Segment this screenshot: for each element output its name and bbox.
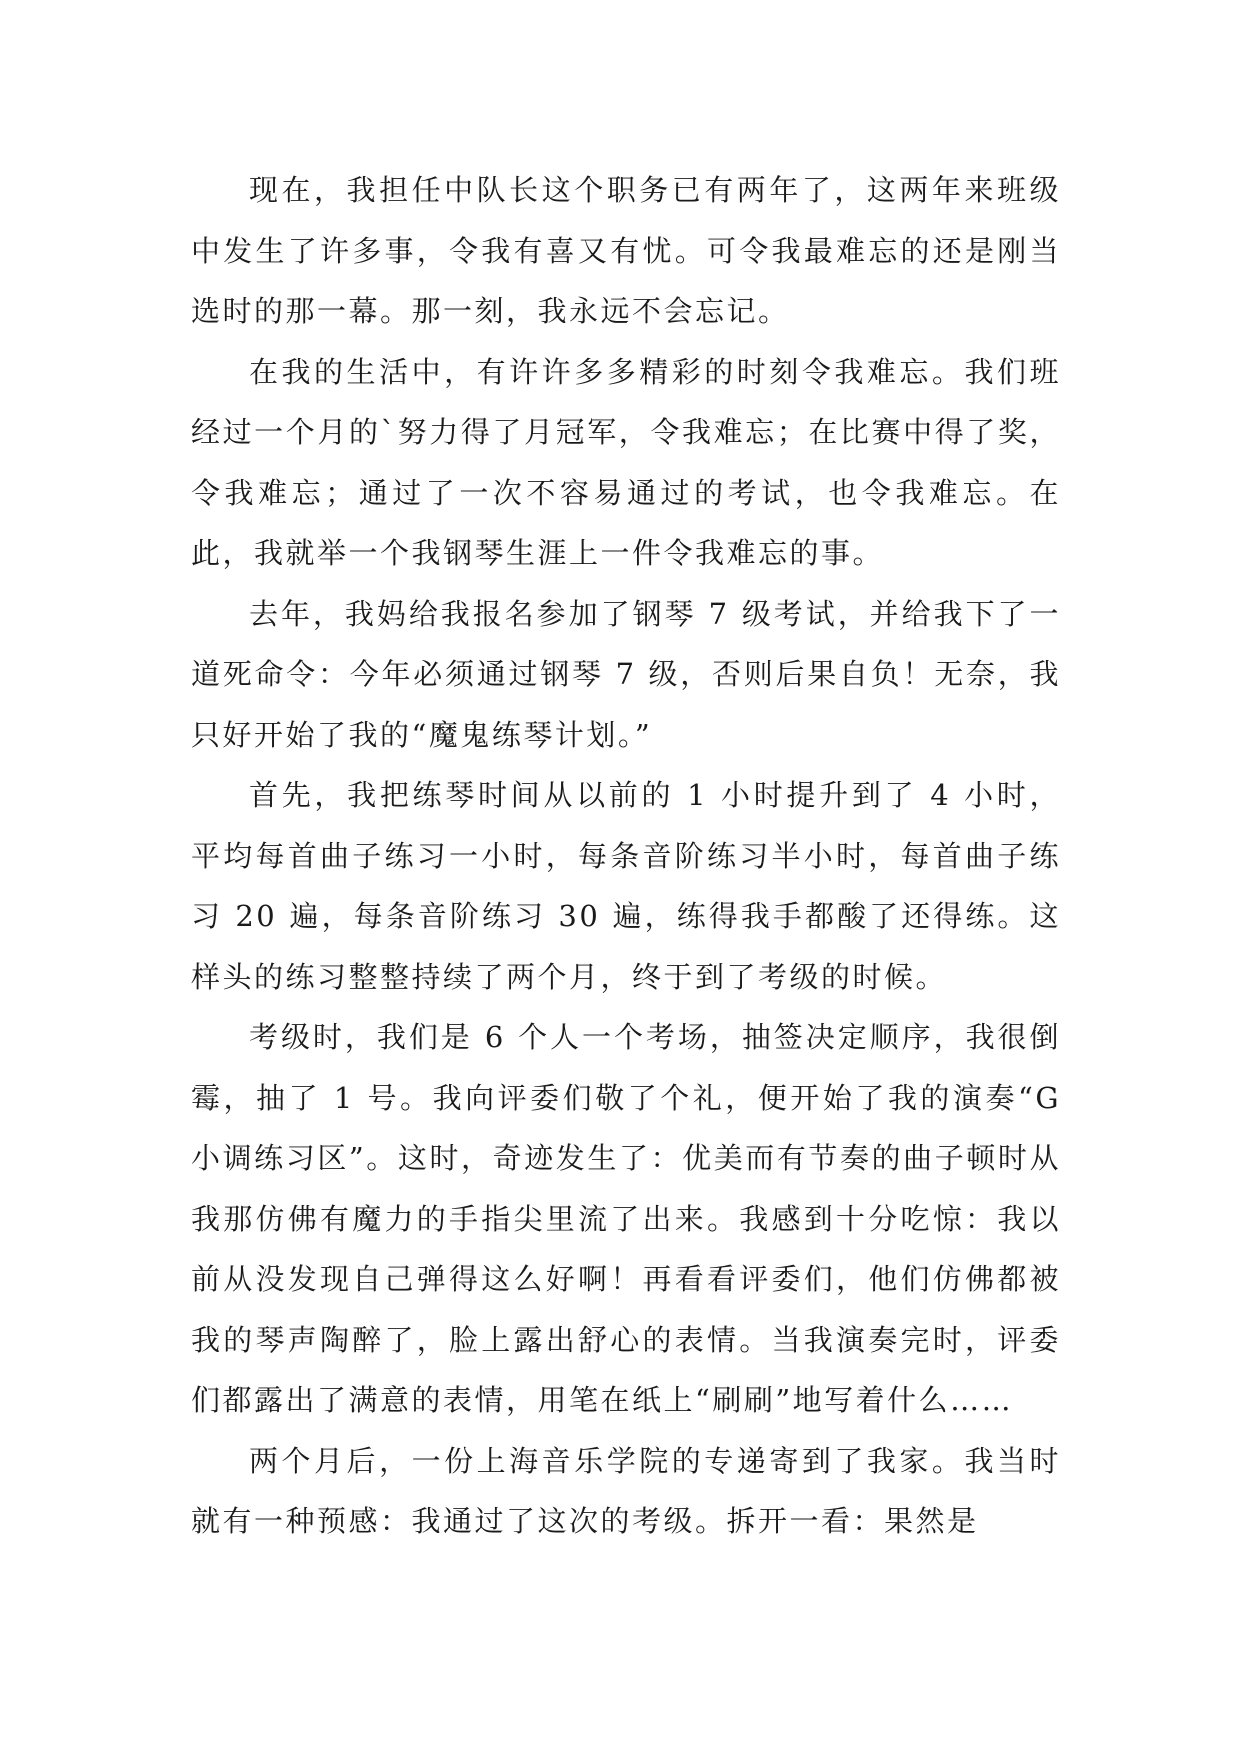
paragraph-4: 首先，我把练琴时间从以前的 1 小时提升到了 4 小时，平均每首曲子练习一小时，每条音阶练习半小时，每首曲子练习 20 遍，每条音阶练习 30 遍，练得我手都酸了还得练。这样头的练习整整持续了两个月，终于到了考级的时候。 [191,778,1061,994]
paragraph-5: 考级时，我们是 6 个人一个考场，抽签决定顺序，我很倒霉，抽了 1 号。我向评委们敬了个礼，便开始了我的演奏“G 小调练习区”。这时，奇迹发生了：优美而有节奏的曲子顿时从我那仿佛有魔力的手指尖里流了出来。我感到十分吃惊：我以前从没发现自己弹得这么好啊！再看看评委们，他们仿佛都被我的琴声陶醉了，脸上露出舒心的表情。当我演奏完时，评委们都露出了满意的表情，用笔在纸上“刷刷”地写着什么…… [191,1020,1061,1417]
document-body [191,160,1061,1552]
paragraph-6: 两个月后，一份上海音乐学院的专递寄到了我家。我当时就有一种预感：我通过了这次的考级。拆开一看：果然是 [191,1443,1061,1538]
paragraph-1: 现在，我担任中队长这个职务已有两年了，这两年来班级中发生了许多事，令我有喜又有忧。可令我最难忘的还是刚当选时的那一幕。那一刻，我永远不会忘记。 [191,173,1061,328]
paragraph-3: 去年，我妈给我报名参加了钢琴 7 级考试，并给我下了一道死命令：今年必须通过钢琴 7 级，否则后果自负！无奈，我只好开始了我的“魔鬼练琴计划。” [191,596,1061,752]
paragraph-2: 在我的生活中，有许许多多精彩的时刻令我难忘。我们班经过一个月的`努力得了月冠军，令我难忘；在比赛中得了奖，令我难忘；通过了一次不容易通过的考试，也令我难忘。在此，我就举一个我钢琴生涯上一件令我难忘的事。 [191,354,1061,570]
